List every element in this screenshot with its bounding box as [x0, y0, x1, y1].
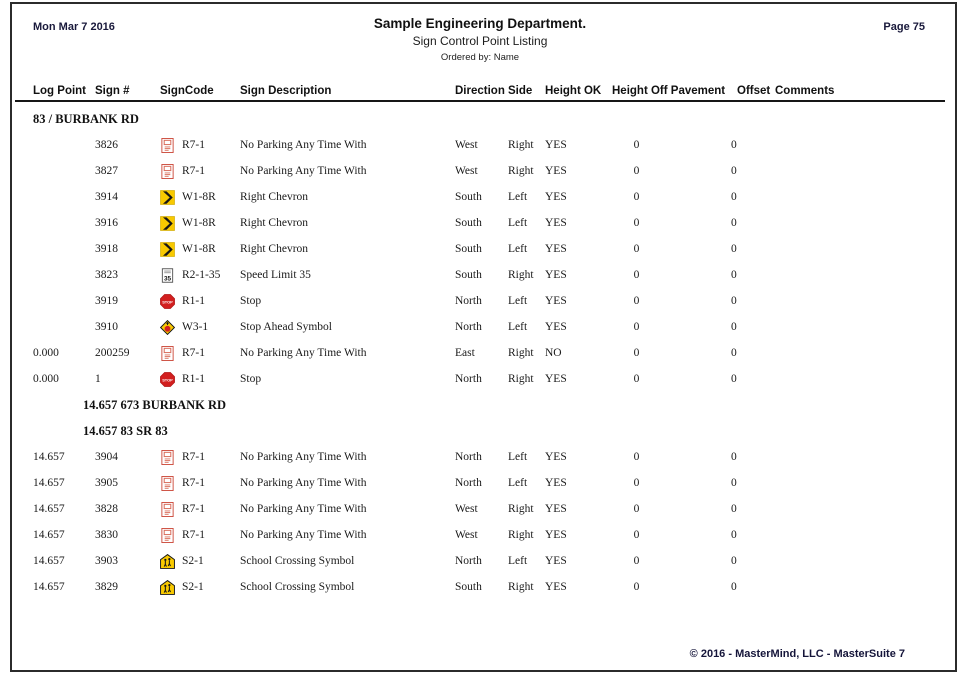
column-header-sign: Sign #: [95, 85, 130, 97]
cell-sign-number: 200259: [95, 347, 130, 359]
cell-direction: South: [455, 243, 482, 255]
table-row: [33, 158, 945, 184]
cell-sign-number: 3823: [95, 269, 118, 281]
column-header-log-point: Log Point: [33, 85, 87, 97]
cell-sign-description: Stop Ahead Symbol: [240, 321, 333, 333]
cell-sign-code: [160, 580, 240, 595]
stop-sign-icon: [160, 294, 175, 309]
cell-direction: North: [455, 555, 482, 567]
cell-sign-description: No Parking Any Time With: [240, 165, 367, 177]
column-header-side: Side: [508, 85, 533, 97]
table-row: [33, 288, 945, 314]
cell-sign-number: 3910: [95, 321, 118, 333]
cell-direction: West: [455, 139, 478, 151]
cell-sign-description: School Crossing Symbol: [240, 555, 355, 567]
no-parking-icon: [160, 450, 175, 465]
cell-side: Left: [508, 243, 528, 255]
cell-sign-number: 3905: [95, 477, 118, 489]
cell-height-ok: YES: [545, 191, 567, 203]
table-row: [33, 340, 945, 366]
cell-log-point: 14.657: [33, 503, 65, 515]
sign-code-text: R1-1: [182, 373, 205, 385]
cell-side: Left: [508, 477, 528, 489]
cell-sign-code: [160, 164, 240, 179]
cell-height-off-pavement: 0: [633, 295, 640, 307]
cell-sign-code: [160, 294, 240, 309]
cell-sign-code: [160, 346, 240, 361]
cell-direction: South: [455, 217, 482, 229]
cell-side: Left: [508, 191, 528, 203]
sign-code-text: W3-1: [182, 321, 209, 333]
sign-code-text: W1-8R: [182, 217, 216, 229]
sign-code-text: R7-1: [182, 451, 205, 463]
cell-height-off-pavement: 0: [633, 373, 640, 385]
stop-sign-icon: [160, 372, 175, 387]
sign-code-text: W1-8R: [182, 191, 216, 203]
cell-height-ok: YES: [545, 139, 567, 151]
chevron-right-sign-icon: [160, 242, 175, 257]
cell-height-ok: YES: [545, 269, 567, 281]
school-crossing-sign-icon: [160, 554, 175, 569]
column-header-direction: Direction: [455, 85, 505, 97]
column-header-height-off-pavement: Height Off Pavement: [612, 85, 726, 97]
cell-direction: West: [455, 165, 478, 177]
sign-code-text: R7-1: [182, 165, 205, 177]
cell-offset: 0: [731, 555, 737, 567]
cell-log-point: 14.657: [33, 529, 65, 541]
cell-sign-number: 1: [95, 373, 101, 385]
report-date: Mon Mar 7 2016: [33, 21, 115, 33]
cell-direction: South: [455, 581, 482, 593]
cell-height-off-pavement: 0: [633, 477, 640, 489]
cell-sign-code: [160, 320, 240, 335]
cell-sign-description: No Parking Any Time With: [240, 347, 367, 359]
cell-sign-description: No Parking Any Time With: [240, 477, 367, 489]
cell-offset: 0: [731, 217, 737, 229]
cell-offset: 0: [731, 295, 737, 307]
cell-sign-code: [160, 190, 240, 205]
cell-log-point: 0.000: [33, 373, 59, 385]
cell-offset: 0: [731, 243, 737, 255]
cell-log-point: 14.657: [33, 581, 65, 593]
table-row: [33, 314, 945, 340]
cell-sign-code: [160, 476, 240, 491]
cell-log-point: 14.657: [33, 477, 65, 489]
cell-height-off-pavement: 0: [633, 191, 640, 203]
cell-height-ok: YES: [545, 477, 567, 489]
svg-text:STOP: STOP: [162, 299, 173, 305]
cell-side: Right: [508, 581, 534, 593]
report-footer: © 2016 - MasterMind, LLC - MasterSuite 7: [689, 648, 905, 660]
table-row: [33, 496, 945, 522]
column-header-signcode: SignCode: [160, 85, 214, 97]
group-header: 14.657 673 BURBANK RD: [83, 397, 227, 412]
cell-height-ok: YES: [545, 165, 567, 177]
no-parking-icon: [160, 502, 175, 517]
cell-offset: 0: [731, 139, 737, 151]
cell-side: Right: [508, 139, 534, 151]
cell-sign-description: Right Chevron: [240, 243, 309, 255]
sign-code-text: R7-1: [182, 477, 205, 489]
speed-limit-sign-icon: [160, 268, 175, 283]
cell-sign-description: No Parking Any Time With: [240, 451, 367, 463]
cell-sign-number: 3830: [95, 529, 118, 541]
cell-sign-description: Speed Limit 35: [240, 269, 311, 281]
no-parking-icon: [160, 528, 175, 543]
cell-height-ok: YES: [545, 373, 567, 385]
sign-code-text: R1-1: [182, 295, 205, 307]
cell-direction: North: [455, 477, 482, 489]
group-header: 14.657 83 SR 83: [83, 423, 168, 438]
table-row: [33, 548, 945, 574]
cell-sign-code: [160, 554, 240, 569]
cell-sign-number: 3904: [95, 451, 118, 463]
cell-direction: North: [455, 373, 482, 385]
cell-height-off-pavement: 0: [633, 451, 640, 463]
stop-ahead-sign-icon: [160, 320, 175, 335]
cell-direction: South: [455, 191, 482, 203]
sign-code-text: R7-1: [182, 139, 205, 151]
cell-sign-code: [160, 502, 240, 517]
table-row: [33, 236, 945, 262]
cell-direction: West: [455, 503, 478, 515]
school-crossing-sign-icon: [160, 580, 175, 595]
table-row: [33, 444, 945, 470]
cell-offset: 0: [731, 581, 737, 593]
cell-height-ok: YES: [545, 529, 567, 541]
cell-offset: 0: [731, 477, 737, 489]
cell-sign-number: 3914: [95, 191, 118, 203]
cell-sign-description: No Parking Any Time With: [240, 139, 367, 151]
cell-sign-number: 3918: [95, 243, 118, 255]
sign-code-text: S2-1: [182, 581, 204, 593]
cell-height-ok: YES: [545, 217, 567, 229]
cell-sign-description: School Crossing Symbol: [240, 581, 355, 593]
cell-side: Right: [508, 503, 534, 515]
cell-side: Left: [508, 217, 528, 229]
cell-sign-code: [160, 268, 240, 283]
table-row: [33, 184, 945, 210]
cell-offset: 0: [731, 529, 737, 541]
column-header-sign-description: Sign Description: [240, 85, 332, 97]
cell-height-off-pavement: 0: [633, 321, 640, 333]
cell-sign-number: 3919: [95, 295, 118, 307]
group-header: 83 / BURBANK RD: [33, 111, 139, 126]
cell-side: Left: [508, 555, 528, 567]
cell-height-off-pavement: 0: [633, 165, 640, 177]
cell-offset: 0: [731, 191, 737, 203]
cell-direction: East: [455, 347, 475, 359]
cell-height-off-pavement: 0: [633, 269, 640, 281]
no-parking-icon: [160, 346, 175, 361]
table-body: [33, 106, 945, 600]
cell-sign-code: [160, 242, 240, 257]
cell-sign-description: Stop: [240, 295, 262, 307]
cell-sign-number: 3916: [95, 217, 118, 229]
column-header-comments: Comments: [775, 85, 835, 97]
cell-height-ok: YES: [545, 243, 567, 255]
cell-side: Left: [508, 295, 528, 307]
sign-code-text: S2-1: [182, 555, 204, 567]
cell-sign-number: 3829: [95, 581, 118, 593]
no-parking-icon: [160, 138, 175, 153]
cell-sign-description: No Parking Any Time With: [240, 529, 367, 541]
cell-offset: 0: [731, 321, 737, 333]
cell-height-ok: YES: [545, 295, 567, 307]
cell-height-ok: NO: [545, 347, 562, 359]
cell-side: Right: [508, 165, 534, 177]
sign-code-text: R7-1: [182, 347, 205, 359]
cell-height-off-pavement: 0: [633, 347, 640, 359]
sign-code-text: W1-8R: [182, 243, 216, 255]
header-rule: [15, 100, 945, 102]
table-row: [33, 470, 945, 496]
report-ordered-by: Ordered by: Name: [440, 52, 520, 63]
cell-height-off-pavement: 0: [633, 503, 640, 515]
page-number: Page 75: [883, 21, 925, 33]
report-subtitle: Sign Control Point Listing: [412, 34, 548, 48]
cell-sign-number: 3828: [95, 503, 118, 515]
cell-side: Left: [508, 451, 528, 463]
report-title: Sample Engineering Department.: [373, 16, 587, 31]
column-header-offset: Offset: [737, 85, 771, 97]
cell-log-point: 0.000: [33, 347, 59, 359]
chevron-right-sign-icon: [160, 216, 175, 231]
cell-sign-number: 3826: [95, 139, 118, 151]
cell-sign-code: [160, 528, 240, 543]
cell-height-ok: YES: [545, 581, 567, 593]
cell-log-point: 14.657: [33, 451, 65, 463]
cell-height-off-pavement: 0: [633, 217, 640, 229]
cell-side: Left: [508, 321, 528, 333]
table-row: [33, 262, 945, 288]
cell-height-ok: YES: [545, 555, 567, 567]
table-row: [33, 210, 945, 236]
cell-sign-description: No Parking Any Time With: [240, 503, 367, 515]
cell-sign-description: Right Chevron: [240, 191, 309, 203]
cell-sign-number: 3903: [95, 555, 118, 567]
table-row: [33, 574, 945, 600]
cell-side: Right: [508, 373, 534, 385]
cell-offset: 0: [731, 165, 737, 177]
table-row: [33, 132, 945, 158]
column-header-height-ok: Height OK: [545, 85, 602, 97]
cell-sign-code: [160, 372, 240, 387]
cell-height-off-pavement: 0: [633, 139, 640, 151]
sign-code-text: R7-1: [182, 529, 205, 541]
cell-sign-code: [160, 138, 240, 153]
cell-direction: North: [455, 295, 482, 307]
cell-height-off-pavement: 0: [633, 529, 640, 541]
svg-text:35: 35: [163, 274, 172, 282]
sign-code-text: R7-1: [182, 503, 205, 515]
cell-offset: 0: [731, 269, 737, 281]
table-row: [33, 522, 945, 548]
cell-side: Right: [508, 347, 534, 359]
cell-sign-description: Stop: [240, 373, 262, 385]
cell-direction: South: [455, 269, 482, 281]
cell-sign-code: [160, 450, 240, 465]
chevron-right-sign-icon: [160, 190, 175, 205]
cell-offset: 0: [731, 503, 737, 515]
cell-height-ok: YES: [545, 321, 567, 333]
cell-side: Right: [508, 529, 534, 541]
sign-code-text: R2-1-35: [182, 269, 221, 281]
report-title-block: [0, 16, 960, 63]
cell-height-off-pavement: 0: [633, 243, 640, 255]
cell-offset: 0: [731, 451, 737, 463]
cell-direction: North: [455, 321, 482, 333]
cell-sign-number: 3827: [95, 165, 118, 177]
cell-height-ok: YES: [545, 503, 567, 515]
cell-height-off-pavement: 0: [633, 555, 640, 567]
no-parking-icon: [160, 476, 175, 491]
cell-offset: 0: [731, 373, 737, 385]
cell-sign-description: Right Chevron: [240, 217, 309, 229]
cell-sign-code: [160, 216, 240, 231]
cell-direction: North: [455, 451, 482, 463]
cell-side: Right: [508, 269, 534, 281]
cell-direction: West: [455, 529, 478, 541]
no-parking-icon: [160, 164, 175, 179]
cell-height-ok: YES: [545, 451, 567, 463]
svg-text:STOP: STOP: [162, 377, 173, 383]
cell-height-off-pavement: 0: [633, 581, 640, 593]
cell-log-point: 14.657: [33, 555, 65, 567]
table-column-headers: [33, 82, 945, 100]
cell-offset: 0: [731, 347, 737, 359]
table-row: [33, 366, 945, 392]
